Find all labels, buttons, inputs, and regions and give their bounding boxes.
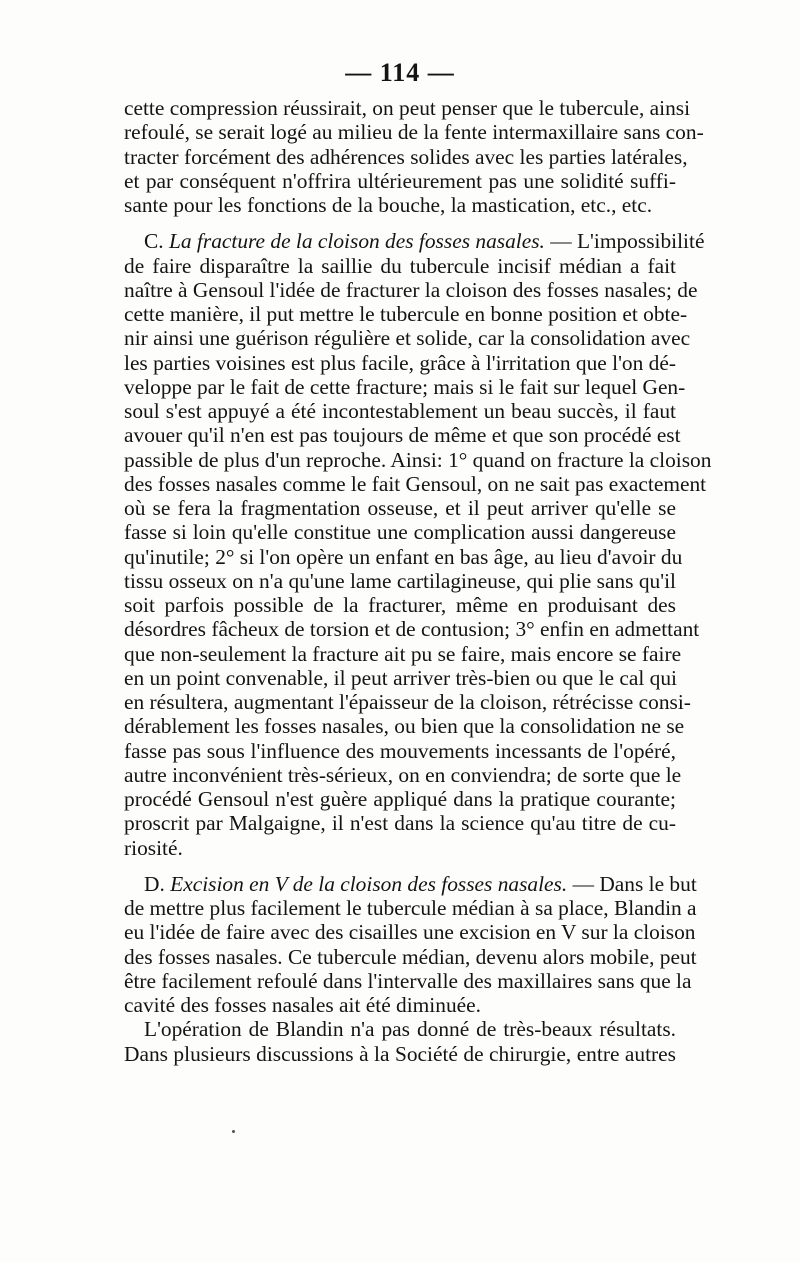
text-line: que non-seulement la fracture ait pu se faire, mais encore se faire [124, 641, 682, 666]
section-d-heading-line [124, 871, 697, 896]
text-line: passible de plus d'un reproche. Ainsi: 1° quand on fracture la cloison [124, 447, 712, 472]
text-line: de mettre plus facilement le tubercule médian à sa place, Blandin a [124, 896, 697, 920]
text-line: et par conséquent n'offrira ultérieurement pas une solidité suffi- [124, 168, 676, 193]
section-d-letter: D. [144, 871, 165, 896]
text-line: cette manière, il put mettre le tubercule en bonne position et obte- [124, 302, 688, 326]
text-line: eu l'idée de faire avec des cisailles une excision en V sur la cloison [124, 920, 696, 945]
body-text [124, 96, 712, 1066]
text-line: des fosses nasales comme le fait Gensoul, on ne sait pas exactement [124, 471, 707, 496]
section-c-title: La fracture de la cloison des fosses nasales. [168, 229, 545, 254]
text-line: nir ainsi une guérison régulière et solide, car la consolidation avec [124, 326, 691, 351]
text-line: en un point convenable, il peut arriver très-bien ou que le cal qui [124, 665, 677, 690]
section-c-letter: C. [144, 229, 164, 254]
text-line: autre inconvénient très-sérieux, on en conviendra; de sorte que le [124, 762, 682, 787]
page-number: — 114 — [345, 58, 455, 87]
text-line: naître à Gensoul l'idée de fracturer la cloison des fosses nasales; de [124, 277, 698, 302]
text-line: des fosses nasales. Ce tubercule médian, devenu alors mobile, peut [124, 944, 697, 969]
text-line: fasse pas sous l'influence des mouvements incessants de l'opéré, [124, 738, 676, 763]
text-line: riosité. [124, 835, 183, 860]
text-line: refoulé, se serait logé au milieu de la fente intermaxillaire sans con- [124, 120, 704, 145]
section-d-title: Excision en V de la cloison des fosses nasales. [170, 871, 568, 896]
text-line: soul s'est appuyé a été incontestablement un beau succès, il faut [124, 399, 676, 423]
text-line: tracter forcément des adhérences solides avec les parties latérales, [124, 144, 688, 169]
text-line: cavité des fosses nasales ait été diminuée. [124, 993, 481, 1017]
text-fragment: — L'impossibilité [550, 229, 705, 254]
text-line: soit parfois possible de la fracturer, même en produisant des [124, 593, 676, 617]
text-line: cette compression réussirait, on peut penser que le tubercule, ainsi [124, 96, 691, 120]
text-line: où se fera la fragmentation osseuse, et il peut arriver qu'elle se [124, 496, 676, 520]
text-line: veloppe par le fait de cette fracture; mais si le fait sur lequel Gen- [124, 374, 686, 399]
paragraph-blandin [124, 1017, 676, 1066]
text-line: de faire disparaître la saillie du tubercule incisif médian a fait [124, 253, 676, 278]
print-speck [232, 1130, 235, 1133]
text-line: en résultera, augmentant l'épaisseur de la cloison, rétrécisse consi- [124, 690, 691, 714]
text-line: désordres fâcheux de torsion et de contusion; 3° enfin en admettant [124, 617, 700, 642]
text-line: procédé Gensoul n'est guère appliqué dans la pratique courante; [124, 787, 676, 811]
section-c-heading-line [124, 229, 705, 254]
text-line: avouer qu'il n'en est pas toujours de même et que son procédé est [124, 423, 681, 448]
text-line: être facilement refoulé dans l'intervalle des maxillaires sans que la [124, 968, 692, 993]
text-line: Dans plusieurs discussions à la Société de chirurgie, entre autres [124, 1041, 676, 1066]
text-line: fasse si loin qu'elle constitue une complication aussi dangereuse [124, 520, 676, 545]
text-line: proscrit par Malgaigne, il n'est dans la science qu'au titre de cu- [124, 811, 676, 836]
section-c-fracture [124, 229, 712, 860]
paragraph-compression [124, 96, 704, 217]
section-d-excision [124, 871, 697, 1018]
text-line: sante pour les fonctions de la bouche, la mastication, etc., etc. [124, 193, 653, 217]
text-line: L'opération de Blandin n'a pas donné de très-beaux résultats. [144, 1017, 676, 1042]
text-line: qu'inutile; 2° si l'on opère un enfant en bas âge, au lieu d'avoir du [124, 544, 683, 569]
text-line: les parties voisines est plus facile, grâce à l'irritation que l'on dé- [124, 350, 676, 375]
text-fragment: — Dans le but [572, 871, 697, 896]
text-line: tissu osseux on n'a qu'une lame cartilagineuse, qui plie sans qu'il [124, 568, 676, 593]
text-line: dérablement les fosses nasales, ou bien que la consolidation ne se [124, 714, 685, 739]
